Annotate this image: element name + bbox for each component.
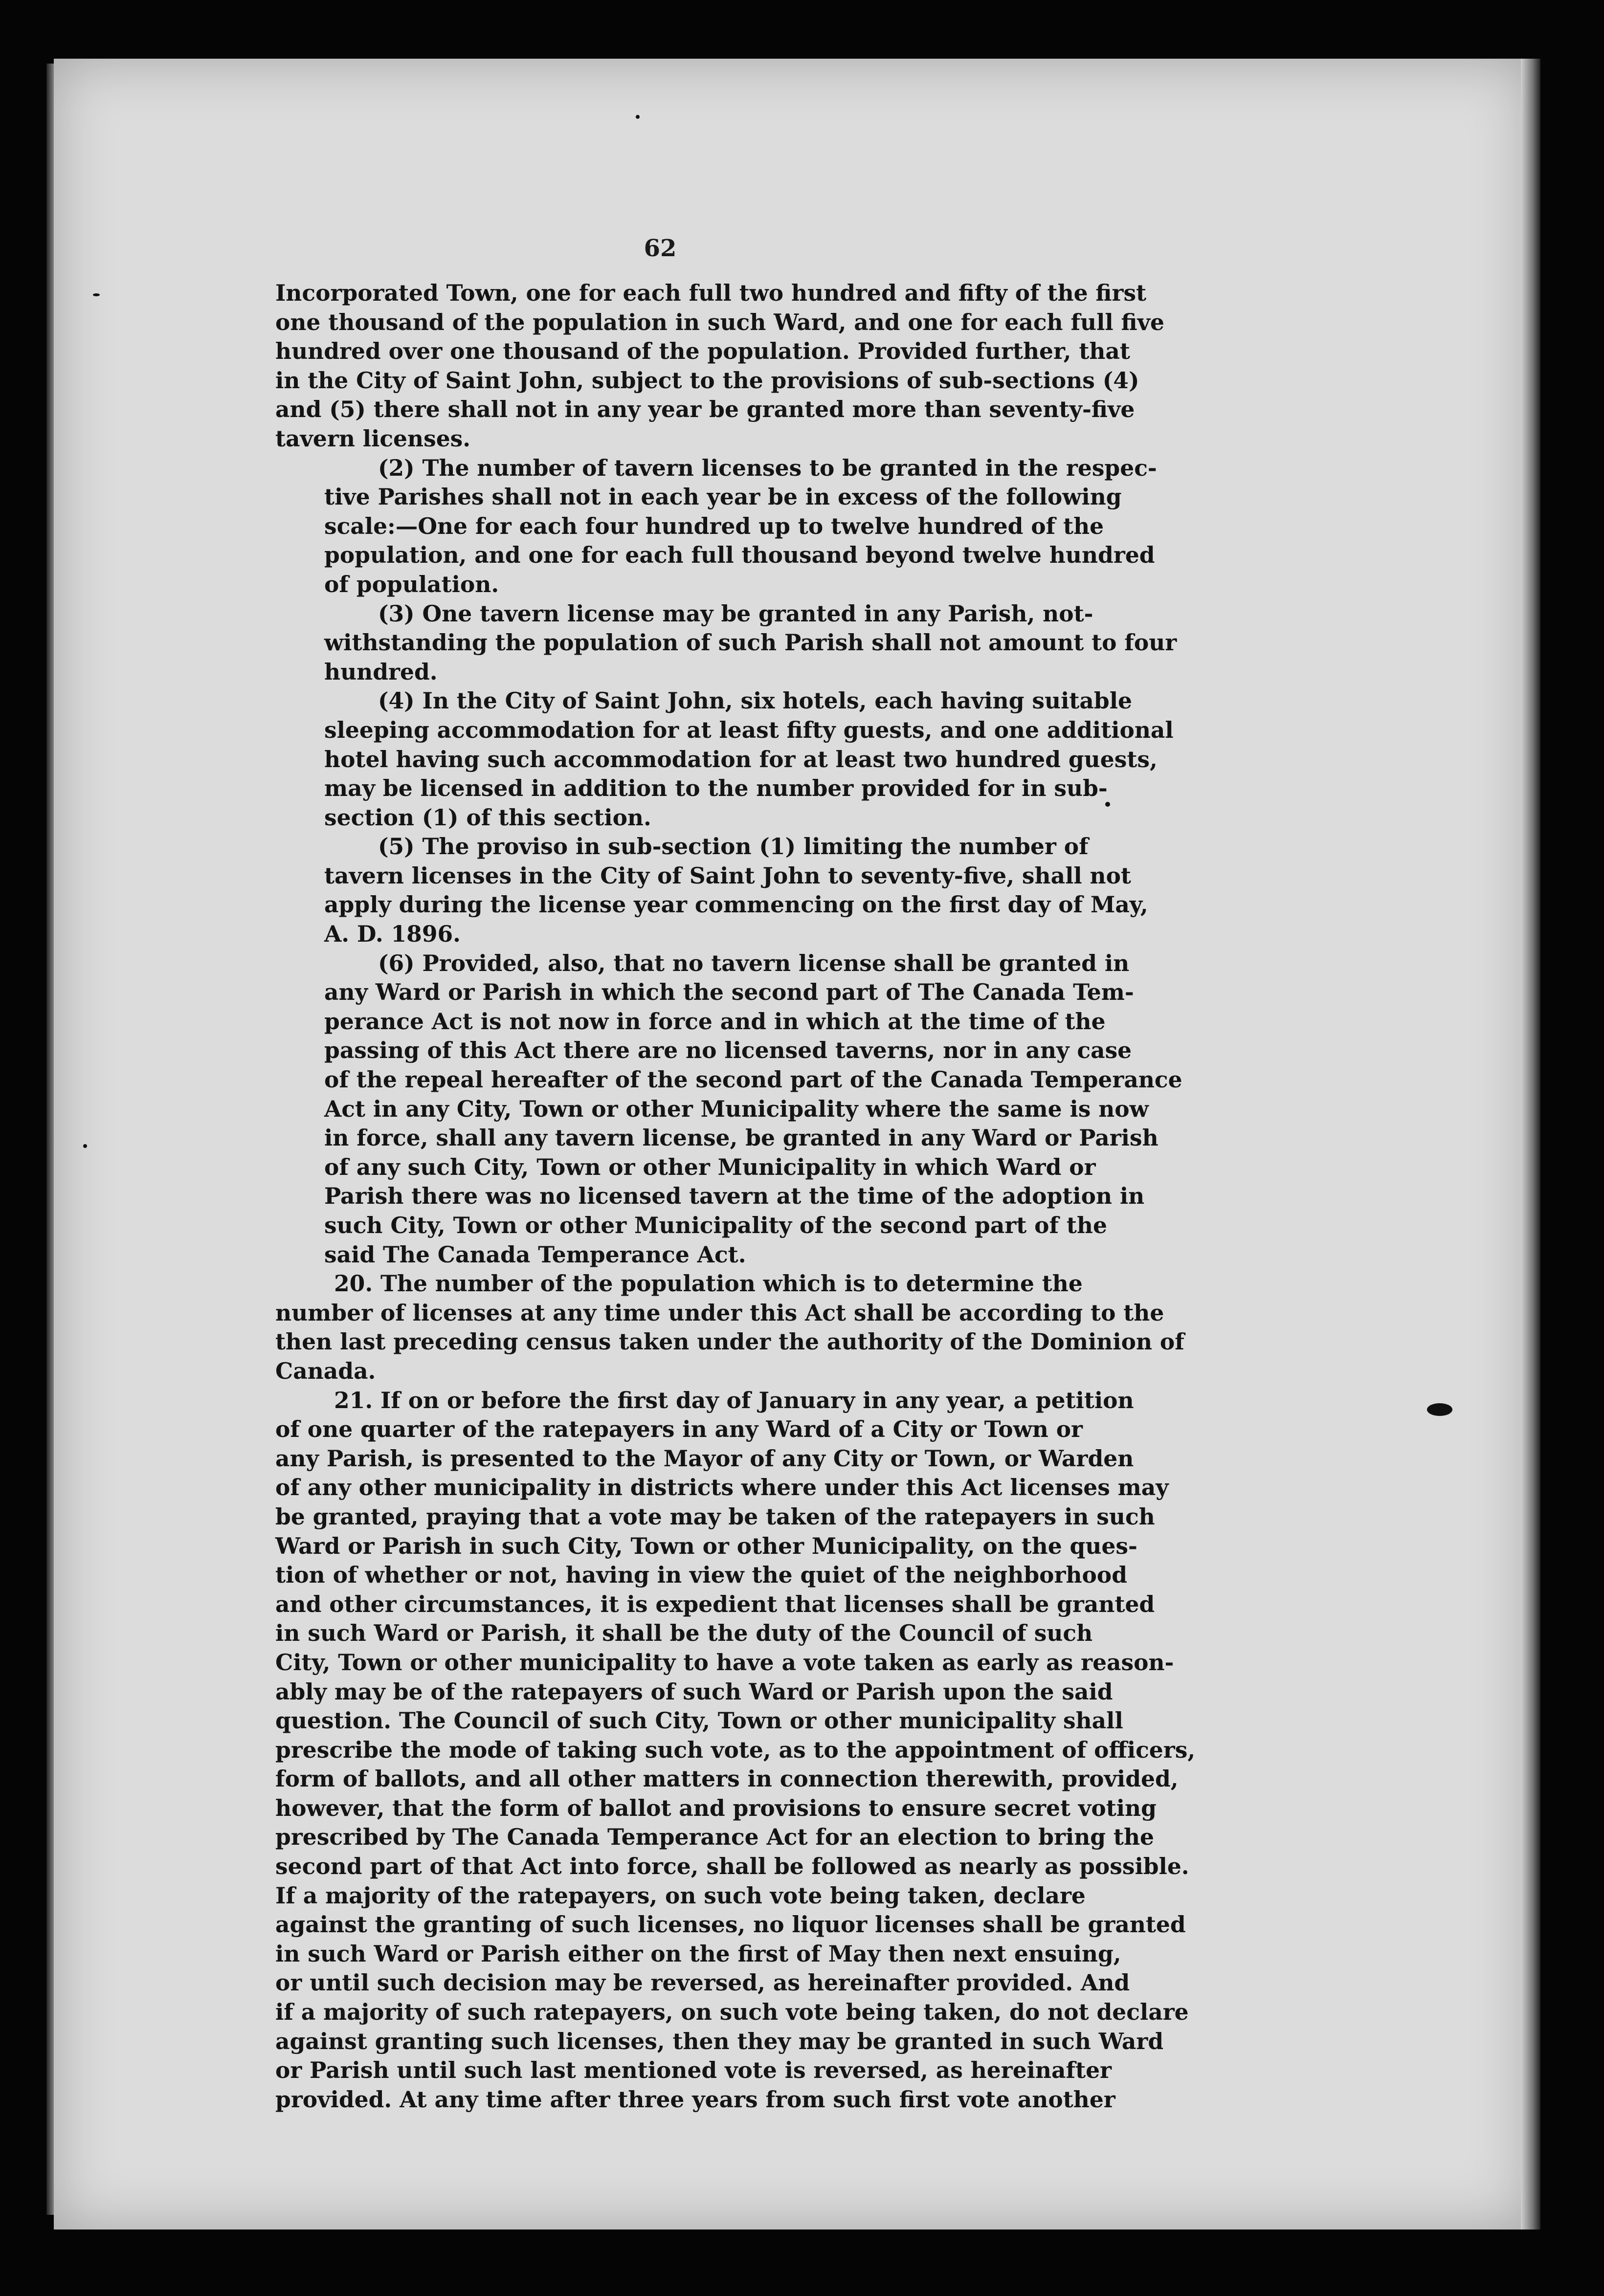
scan-speck <box>636 115 640 119</box>
body-text <box>275 279 1196 2114</box>
page-right-edge <box>1521 59 1540 2230</box>
text-line: prescribe the mode of taking such vote, as to the appointment of officers, <box>275 1736 1196 1763</box>
text-line: section (1) of this section. <box>324 804 651 831</box>
text-line: may be licensed in addition to the number provided for in sub- <box>324 775 1108 802</box>
text-line: sleeping accommodation for at least fifty guests, and one additional <box>324 716 1174 743</box>
text-line: withstanding the population of such Parish shall not amount to four <box>324 629 1177 656</box>
text-line: hundred over one thousand of the population. Provided further, that <box>275 338 1130 365</box>
text-line: in such Ward or Parish, it shall be the duty of the Council of such <box>275 1620 1093 1647</box>
text-line: or until such decision may be reversed, as hereinafter provided. And <box>275 1969 1130 1996</box>
page-number: 62 <box>644 235 677 262</box>
text-line: If a majority of the ratepayers, on such vote being taken, declare <box>275 1882 1086 1909</box>
text-line: question. The Council of such City, Town or other municipality shall <box>275 1707 1123 1734</box>
text-line: of population. <box>324 571 499 597</box>
text-line: apply during the license year commencing on the first day of May, <box>324 891 1148 918</box>
text-line: second part of that Act into force, shall be followed as nearly as possible. <box>275 1853 1189 1880</box>
scan-speck <box>1427 1403 1452 1416</box>
text-line: against granting such licenses, then they may be granted in such Ward <box>275 2028 1164 2054</box>
text-line: of any other municipality in districts where under this Act licenses may <box>275 1474 1169 1501</box>
text-line: hundred. <box>324 658 438 685</box>
text-line: in such Ward or Parish either on the first of May then next ensuing, <box>275 1940 1121 1967</box>
text-line: and (5) there shall not in any year be granted more than seventy-five <box>275 396 1135 423</box>
scan-speck <box>83 1144 87 1148</box>
text-line: (2) The number of tavern licenses to be granted in the respec- <box>378 454 1157 481</box>
text-line: number of licenses at any time under this Act shall be according to the <box>275 1299 1164 1326</box>
text-line: then last preceding census taken under the authority of the Dominion of <box>275 1328 1184 1355</box>
text-line: in force, shall any tavern license, be granted in any Ward or Parish <box>324 1125 1158 1151</box>
text-line: (5) The proviso in sub-section (1) limiting the number of <box>378 833 1089 860</box>
text-line: tavern licenses. <box>275 425 471 452</box>
text-line: one thousand of the population in such Ward, and one for each full five <box>275 309 1165 335</box>
text-line: of the repeal hereafter of the second part of the Canada Temperance <box>324 1066 1182 1093</box>
scan-speck <box>1105 802 1110 807</box>
text-line: population, and one for each full thousand beyond twelve hundred <box>324 542 1155 569</box>
text-line: 20. The number of the population which is to determine the <box>334 1270 1083 1297</box>
text-line: ably may be of the ratepayers of such Ward or Parish upon the said <box>275 1678 1113 1705</box>
text-line: (4) In the City of Saint John, six hotels, each having suitable <box>378 687 1132 714</box>
text-line: Incorporated Town, one for each full two hundred and fifty of the first <box>275 280 1147 306</box>
scan-speck <box>93 293 100 296</box>
text-line: tive Parishes shall not in each year be in excess of the following <box>324 484 1122 510</box>
text-line: A. D. 1896. <box>324 921 461 948</box>
text-line: form of ballots, and all other matters in connection therewith, provided, <box>275 1766 1179 1792</box>
text-line: Canada. <box>275 1357 376 1384</box>
text-line: 21. If on or before the first day of January in any year, a petition <box>334 1387 1134 1413</box>
text-line: prescribed by The Canada Temperance Act for an election to bring the <box>275 1824 1154 1851</box>
text-line: (6) Provided, also, that no tavern license shall be granted in <box>378 949 1130 976</box>
text-line: and other circumstances, it is expedient that licenses shall be granted <box>275 1590 1155 1617</box>
text-line: said The Canada Temperance Act. <box>324 1241 746 1268</box>
text-line: passing of this Act there are no licensed taverns, nor in any case <box>324 1037 1132 1064</box>
text-line: be granted, praying that a vote may be taken of the ratepayers in such <box>275 1503 1155 1530</box>
text-line: Ward or Parish in such City, Town or other Municipality, on the ques- <box>275 1532 1137 1559</box>
text-line: tavern licenses in the City of Saint John to seventy-five, shall not <box>324 862 1131 889</box>
text-line: any Ward or Parish in which the second part of The Canada Tem- <box>324 979 1134 1006</box>
text-line: tion of whether or not, having in view the quiet of the neighborhood <box>275 1562 1128 1589</box>
text-line: Parish there was no licensed tavern at the time of the adoption in <box>324 1183 1145 1210</box>
text-line: Act in any City, Town or other Municipality where the same is now <box>324 1095 1149 1122</box>
text-line: City, Town or other municipality to have a vote taken as early as reason- <box>275 1649 1174 1676</box>
text-line: against the granting of such licenses, no liquor licenses shall be granted <box>275 1911 1186 1938</box>
text-line: perance Act is not now in force and in which at the time of the <box>324 1008 1106 1035</box>
text-line: provided. At any time after three years from such first vote another <box>275 2086 1115 2113</box>
text-line: such City, Town or other Municipality of the second part of the <box>324 1212 1107 1238</box>
text-line: however, that the form of ballot and provisions to ensure secret voting <box>275 1794 1157 1821</box>
text-line: in the City of Saint John, subject to the provisions of sub-sections (4) <box>275 367 1139 394</box>
text-line: if a majority of such ratepayers, on such vote being taken, do not declare <box>275 1999 1189 2026</box>
text-line: or Parish until such last mentioned vote is reversed, as hereinafter <box>275 2057 1112 2084</box>
text-line: of one quarter of the ratepayers in any Ward of a City or Town or <box>275 1416 1083 1443</box>
text-line: hotel having such accommodation for at least two hundred guests, <box>324 746 1158 773</box>
text-line: scale:—One for each four hundred up to twelve hundred of the <box>324 512 1104 539</box>
text-line: any Parish, is presented to the Mayor of any City or Town, or Warden <box>275 1445 1134 1472</box>
text-line: (3) One tavern license may be granted in any Parish, not- <box>378 600 1093 627</box>
text-line: of any such City, Town or other Municipality in which Ward or <box>324 1153 1096 1180</box>
